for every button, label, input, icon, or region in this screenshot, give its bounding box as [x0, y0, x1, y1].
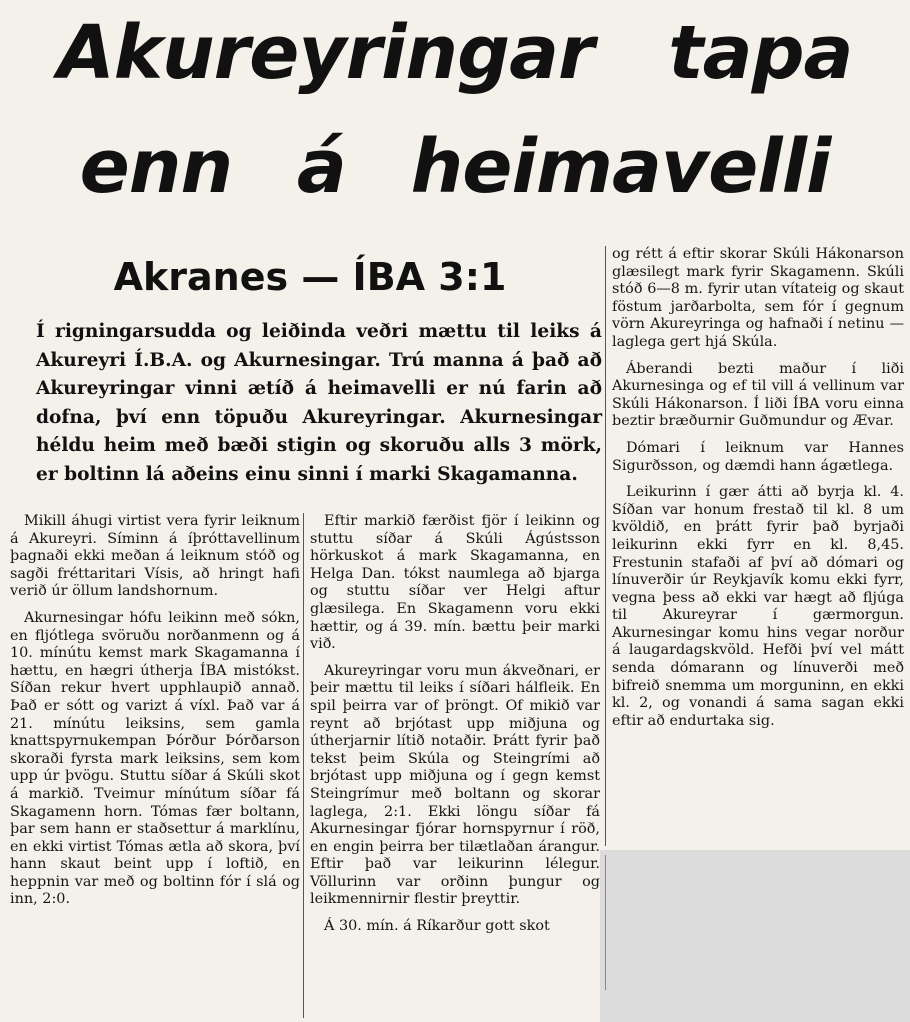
article-column-2 [310, 513, 600, 945]
paragraph: Akurnesingar hófu leikinn með sókn, en fljótlega svöruðu norðanmenn og á 10. mínútu kemst mark Skagamanna í hættu, en hægri útherja ÍBA mistókst. Síðan rekur hvert upphlaupið annað. Það er sótt og varizt á víxl. Það var á 21. mínútu leiksins, sem gamla knattspyrnukempan Þórður Þórðarson skoraði fyrsta mark leiksins, sem kom upp úr þvögu. Stuttu síðar á Skúli skot á markið. Tveimur mínútum síðar fá Skagamenn horn. Tómas fær boltann, þar sem hann er staðsettur á marklínu, en ekki virtist Tómas ætla að skora, því hann skaut beint upp í loftið, en heppnin var með og boltinn fór í slá og inn, 2:0. [10, 609, 300, 908]
headline-line-2: enn á heimavelli [79, 124, 831, 210]
article-column-3 [612, 246, 904, 739]
paragraph: Áberandi bezti maður í liði Akurnesinga og ef til vill á vellinum var Skúli Hákonarson. Í liði ÍBA voru einna beztir bræðurnir Guðmundur og Ævar. [612, 360, 904, 430]
column-divider [605, 855, 606, 990]
paragraph: Dómari í leiknum var Hannes Sigurðsson, og dæmdi hann ágætlega. [612, 439, 904, 474]
paragraph: Leikurinn í gær átti að byrja kl. 4. Síðan var honum frestað til kl. 8 um kvöldið, en þrátt fyrir það byrjaði leikurinn ekki fyrr en kl. 8,45. Frestunin stafaði af því að dómari og línuverðir úr Reykjavík komu ekki fyrr, vegna þess að ekki var hægt að fljúga til Akureyrar í gærmorgun. Akurnesingar komu hins vegar norður á laugardagskvöld. Hefði því vel mátt senda dómarann og línuverði með bifreið snemma um morguninn, en ekki kl. 2, og vonandi á sama sagan ekki eftir að endurtaka sig. [612, 484, 904, 729]
paragraph: Mikill áhugi virtist vera fyrir leiknum á Akureyri. Síminn á íþróttavellinum þagnaði ekki meðan á leiknum stóð og sagði fréttaritari Vísis, að hringt hafi verið úr öllum landshornum. [10, 513, 300, 600]
subheadline-score: Akranes — ÍBA 3:1 [113, 255, 507, 299]
paragraph: og rétt á eftir skorar Skúli Hákonarson glæsilegt mark fyrir Skagamenn. Skúli stóð 6—8 m. fyrir utan vítateig og skaut föstum jarðarbolta, sem fór í gegnum vörn Akureyringa og hafnaði í netinu — laglega gert hjá Skúla. [612, 246, 904, 350]
paragraph: Eftir markið færðist fjör í leikinn og stuttu síðar á Skúli Ágústsson hörkuskot á mark Skagamanna, en Helga Dan. tókst naumlega að bjarga og stuttu síðar ver Helgi aftur glæsilega. En Skagamenn voru ekki hættir, og á 39. mín. bættu þeir marki við. [310, 513, 600, 653]
column-divider [605, 246, 606, 846]
article-column-1 [10, 513, 300, 918]
paragraph: Á 30. mín. á Ríkarður gott skot [324, 918, 550, 935]
headline-line-1: Akureyringar tapa [57, 10, 853, 96]
lead-paragraph: Í rigningarsudda og leiðinda veðri mættu til leiks á Akureyri Í.B.A. og Akurnesingar. Trú manna á það að Akureyringar vinni ætíð á heimavelli er nú farin að dofna, því enn töpuðu Akureyringar. Akurnesingar héldu heim með bæði stigin og skoruðu alls 3 mörk, er boltinn lá aðeins einu sinni í marki Skagamanna. [36, 321, 602, 485]
column-divider [303, 513, 304, 1018]
paragraph: Akureyringar voru mun ákveðnari, er þeir mættu til leiks í síðari hálfleik. En spil þeirra var of þröngt. Of mikið var reynt að brjótast upp miðjuna og útherjarnir lítið notaðir. Þrátt fyrir það tekst þeim Skúla og Steingrími að brjótast upp miðjuna og í gegn kemst Steingrímur með boltann og skorar laglega, 2:1. Ekki löngu síðar fá Akurnesingar fjórar hornspyrnur í röð, en engin þeirra ber tilætlaðan árangur. Eftir það var leikurinn lélegur. Völlurinn var orðinn þungur og leikmennirnir flestir þreyttir. [310, 662, 600, 908]
